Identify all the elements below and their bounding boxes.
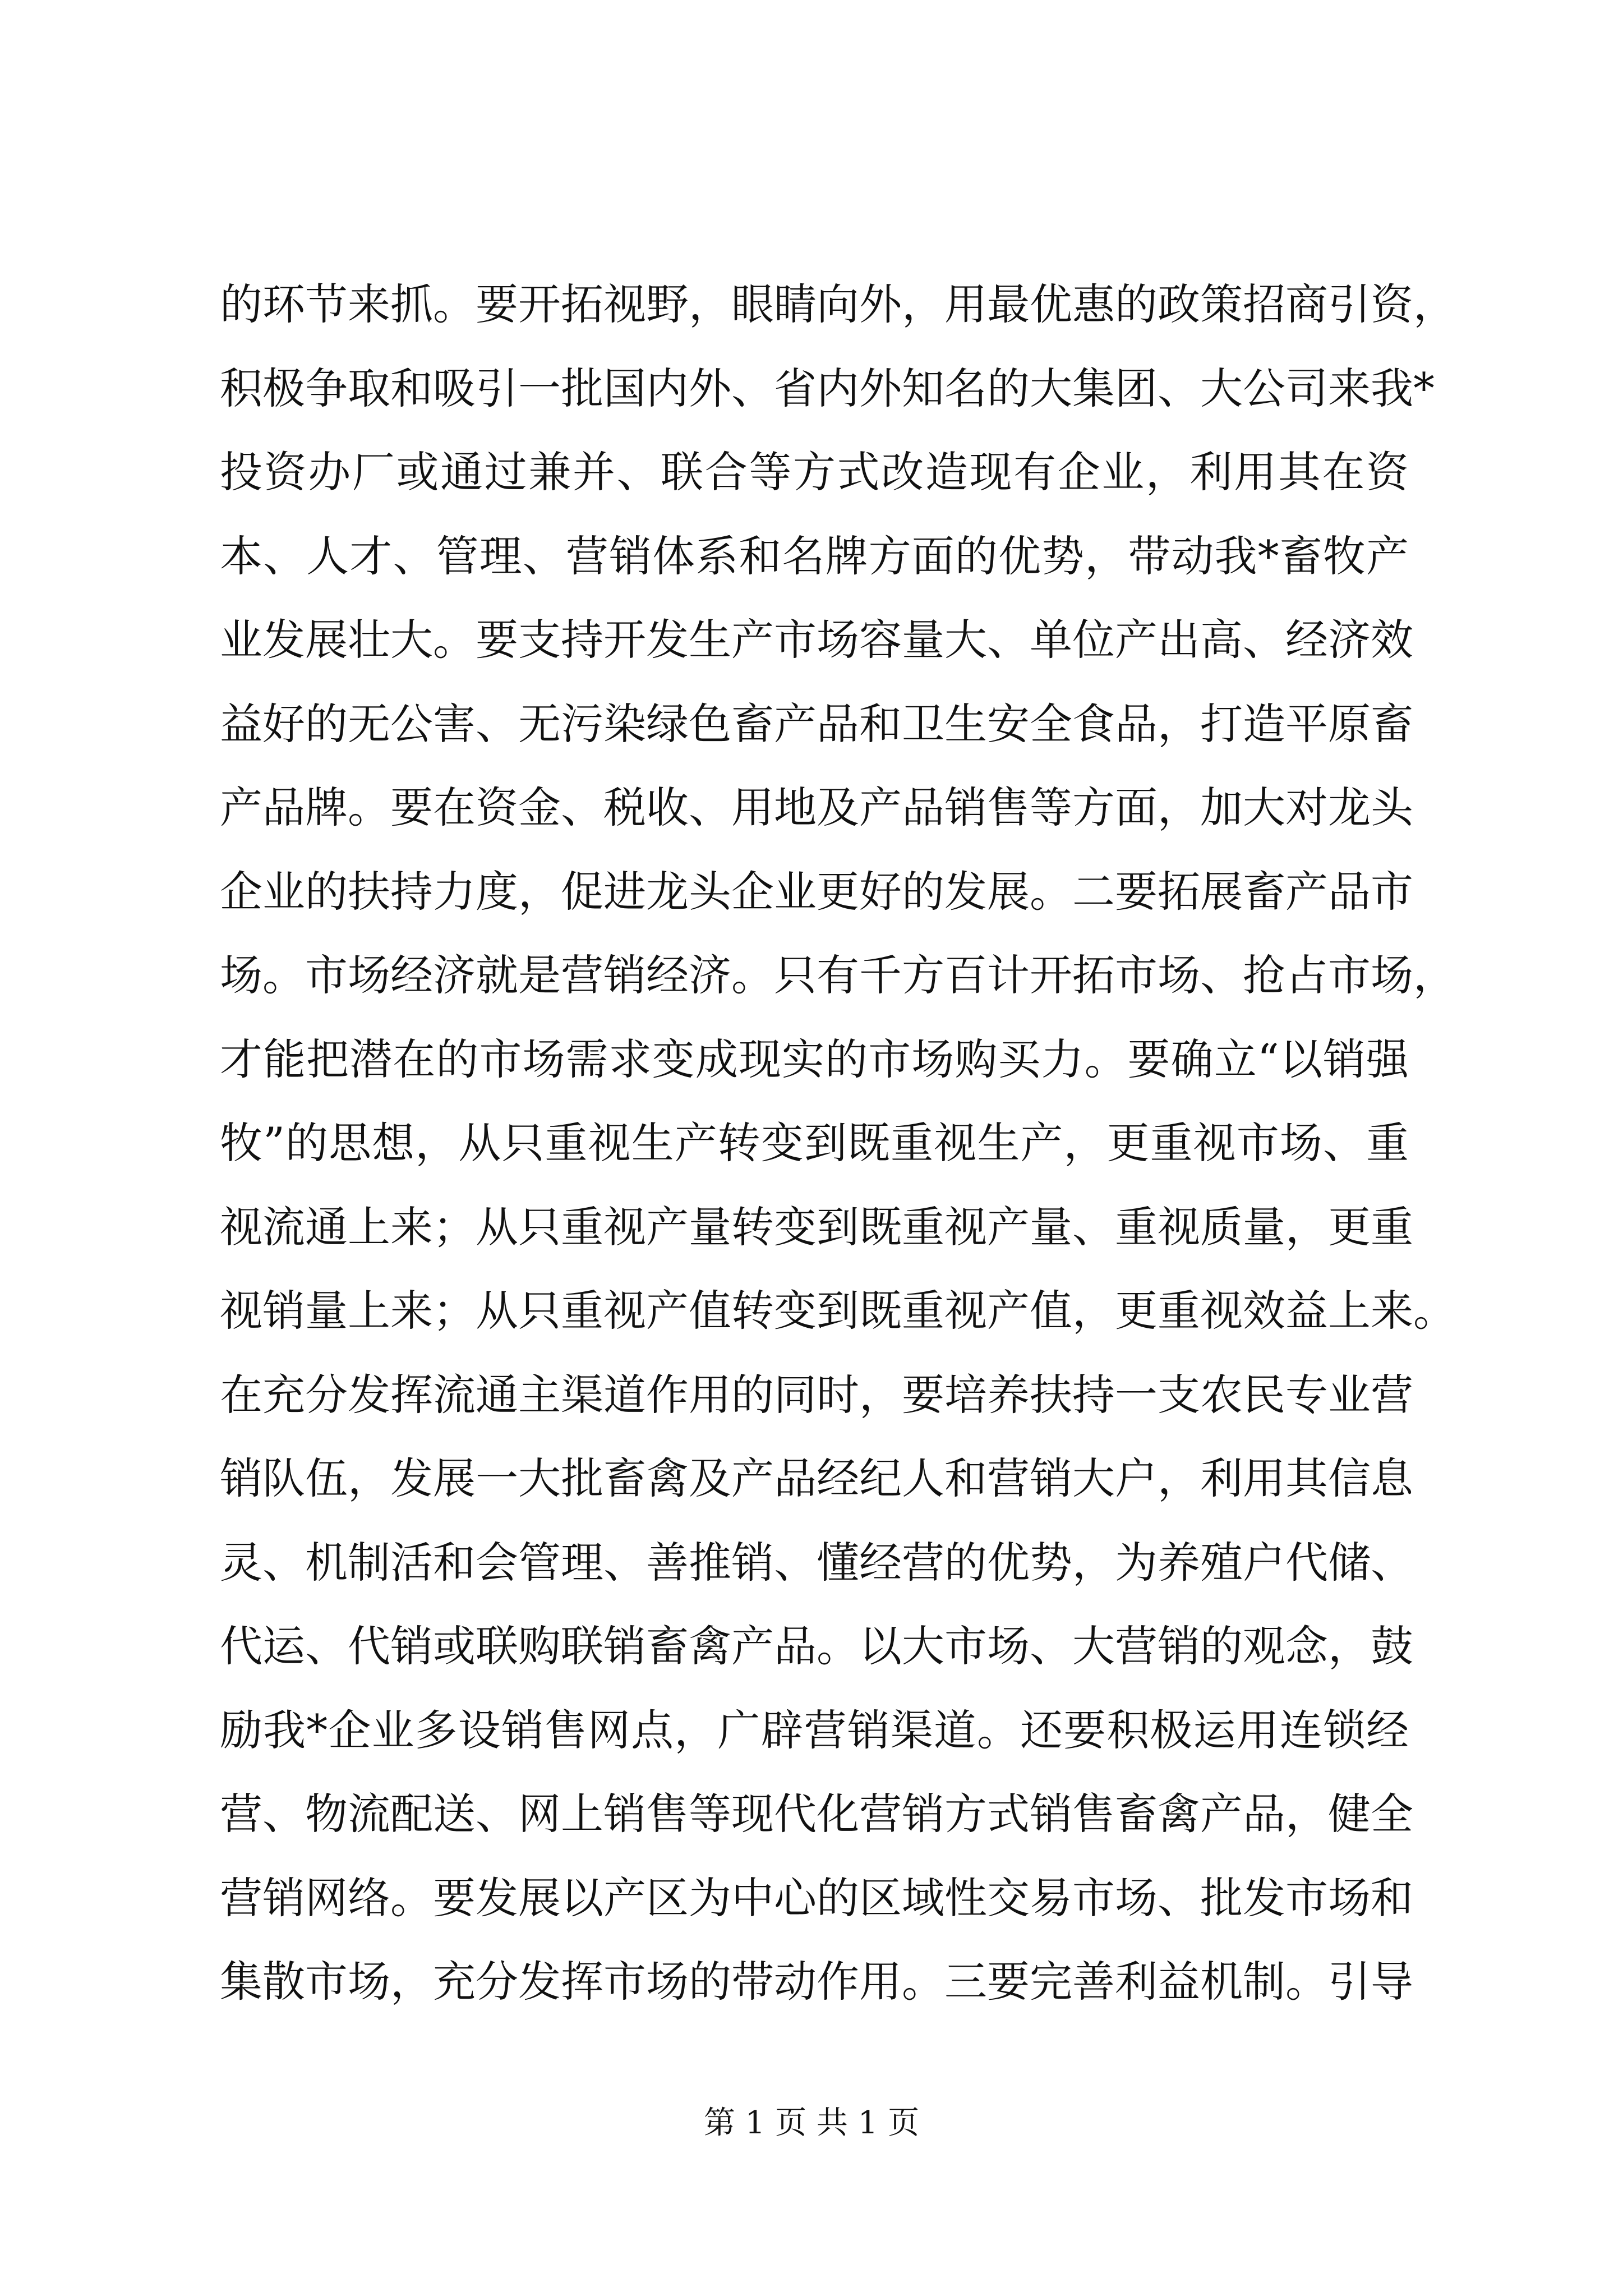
text-line: 场。市场经济就是营销经济。只有千方百计开拓市场、抢占市场， xyxy=(220,950,1456,1000)
text-line: 励我*企业多设销售网点，广辟营销渠道。还要积极运用连锁经 xyxy=(220,1705,1409,1755)
text-line: 的环节来抓。要开拓视野，眼睛向外，用最优惠的政策招商引资， xyxy=(220,279,1456,329)
text-line: 产品牌。要在资金、税收、用地及产品销售等方面，加大对龙头 xyxy=(220,783,1413,832)
text-line: 代运、代销或联购联销畜禽产品。以大市场、大营销的观念，鼓 xyxy=(220,1621,1413,1671)
text-line: 积极争取和吸引一批国内外、省内外知名的大集团、大公司来我* xyxy=(220,363,1435,413)
text-line: 业发展壮大。要支持开发生产市场容量大、单位产出高、经济效 xyxy=(220,615,1413,665)
text-line: 集散市场，充分发挥市场的带动作用。三要完善利益机制。引导 xyxy=(220,1957,1413,2007)
page-footer: 第 1 页 共 1 页 xyxy=(703,2105,920,2141)
text-line: 益好的无公害、无污染绿色畜产品和卫生安全食品，打造平原畜 xyxy=(220,698,1413,749)
text-line: 本、人才、管理、营销体系和名牌方面的优势，带动我*畜牧产 xyxy=(220,531,1409,581)
text-line: 在充分发挥流通主渠道作用的同时，要培养扶持一支农民专业营 xyxy=(220,1369,1413,1420)
text-line: 营、物流配送、网上销售等现代化营销方式销售畜禽产品，健全 xyxy=(220,1789,1413,1839)
body-text xyxy=(220,263,1456,2024)
text-line: 视流通上来；从只重视产量转变到既重视产量、重视质量，更重 xyxy=(220,1202,1413,1252)
text-line: 灵、机制活和会管理、善推销、懂经营的优势，为养殖户代储、 xyxy=(220,1537,1413,1588)
text-line: 营销网络。要发展以产区为中心的区域性交易市场、批发市场和 xyxy=(220,1872,1413,1923)
text-line: 企业的扶持力度，促进龙头企业更好的发展。二要拓展畜产品市 xyxy=(220,866,1413,917)
text-line: 视销量上来；从只重视产值转变到既重视产值，更重视效益上来。 xyxy=(220,1286,1456,1336)
text-line: 销队伍，发展一大批畜禽及产品经纪人和营销大户，利用其信息 xyxy=(220,1453,1413,1503)
text-line: 牧”的思想，从只重视生产转变到既重视生产，更重视市场、重 xyxy=(220,1118,1409,1168)
text-line: 才能把潜在的市场需求变成现实的市场购买力。要确立“以销强 xyxy=(220,1034,1409,1084)
text-line: 投资办厂或通过兼并、联合等方式改造现有企业，利用其在资 xyxy=(220,447,1409,497)
